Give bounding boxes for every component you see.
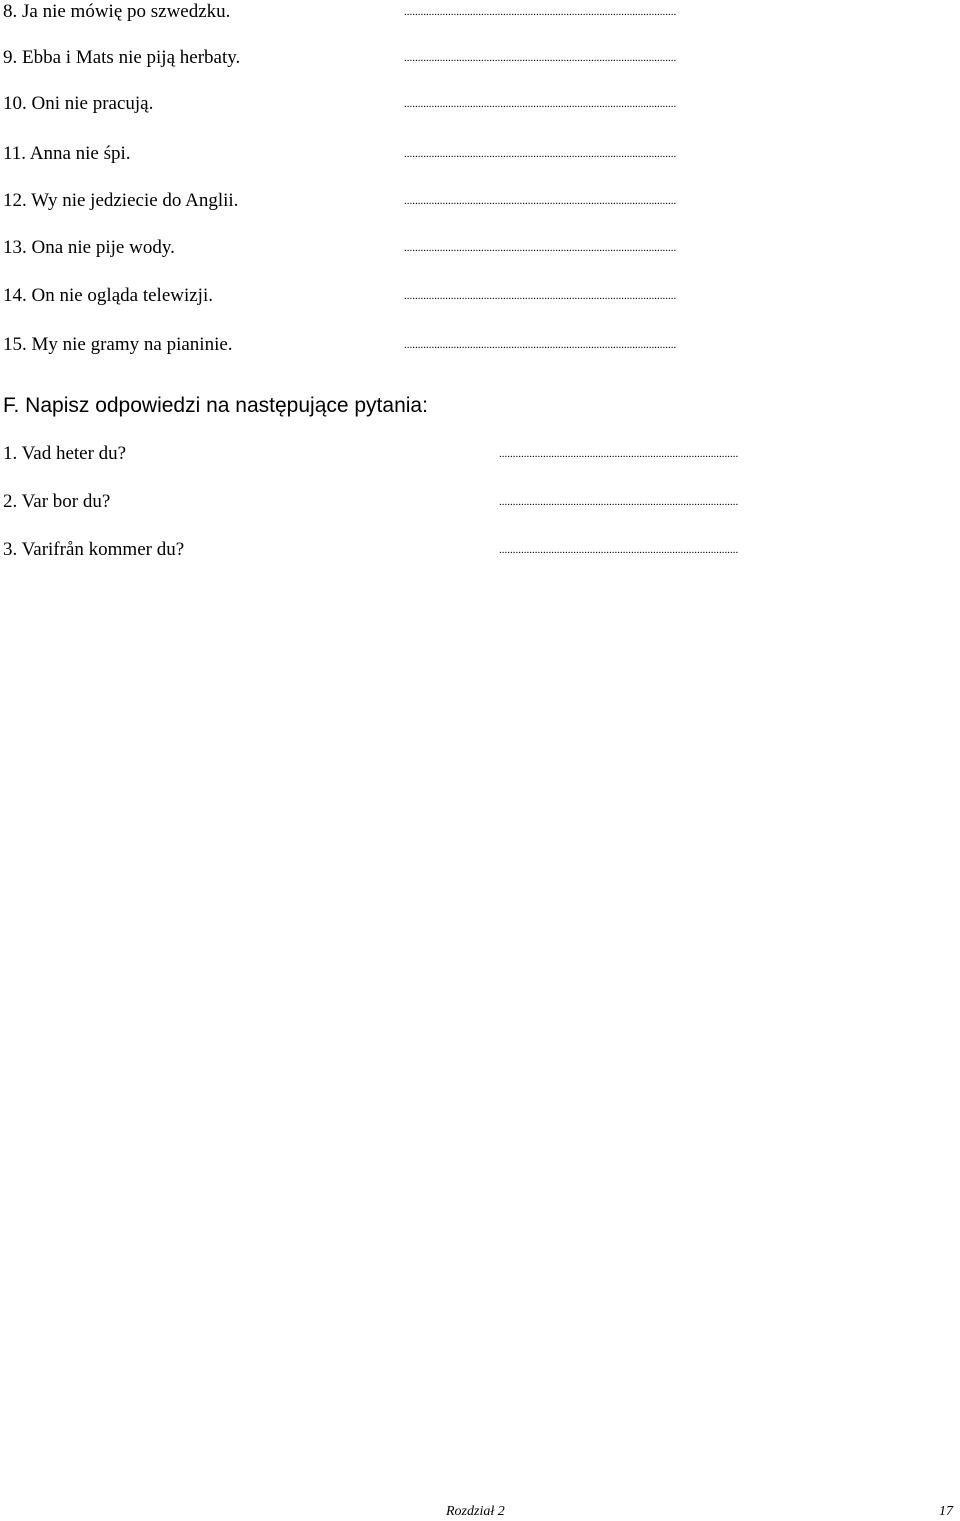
question-text: 2. Var bor du?: [3, 491, 111, 512]
question-text: 3. Varifrån kommer du?: [3, 539, 185, 560]
answer-line: ...................................................................................................: [404, 6, 677, 18]
exercise-row: [3, 46, 954, 70]
exercise-sentence: 13. Ona nie pije wody.: [3, 237, 175, 258]
answer-line: ...................................................................................................: [404, 195, 677, 207]
answer-line: .......................................................................................: [499, 496, 739, 508]
question-row: [3, 490, 954, 514]
answer-line: ...................................................................................................: [404, 148, 677, 160]
answer-line: ...................................................................................................: [404, 98, 677, 110]
question-row: [3, 442, 954, 466]
answer-line: ...................................................................................................: [404, 52, 677, 64]
exercise-sentence: 10. Oni nie pracują.: [3, 93, 154, 114]
exercise-row: [3, 333, 954, 357]
answer-line: ...................................................................................................: [404, 242, 677, 254]
exercise-row: [3, 236, 954, 260]
answer-line: ...................................................................................................: [404, 339, 677, 351]
exercise-sentence: 11. Anna nie śpi.: [3, 143, 131, 164]
question-row: [3, 538, 954, 562]
exercise-sentence: 14. On nie ogląda telewizji.: [3, 285, 213, 306]
section-f-heading: F. Napisz odpowiedzi na następujące pytania:: [3, 394, 428, 417]
answer-line: .......................................................................................: [499, 448, 739, 460]
exercise-row: [3, 284, 954, 308]
page-number: 17: [939, 1504, 953, 1519]
exercise-sentence: 9. Ebba i Mats nie piją herbaty.: [3, 47, 241, 68]
exercise-sentence: 15. My nie gramy na pianinie.: [3, 334, 233, 355]
question-text: 1. Vad heter du?: [3, 443, 127, 464]
exercise-sentence: 12. Wy nie jedziecie do Anglii.: [3, 190, 239, 211]
exercise-row: [3, 92, 954, 116]
exercise-row: [3, 142, 954, 166]
footer-chapter: Rozdział 2: [446, 1504, 505, 1519]
exercise-sentence: 8. Ja nie mówię po szwedzku.: [3, 1, 231, 22]
exercise-row: [3, 0, 954, 24]
exercise-row: [3, 189, 954, 213]
answer-line: ...................................................................................................: [404, 290, 677, 302]
answer-line: .......................................................................................: [499, 544, 739, 556]
